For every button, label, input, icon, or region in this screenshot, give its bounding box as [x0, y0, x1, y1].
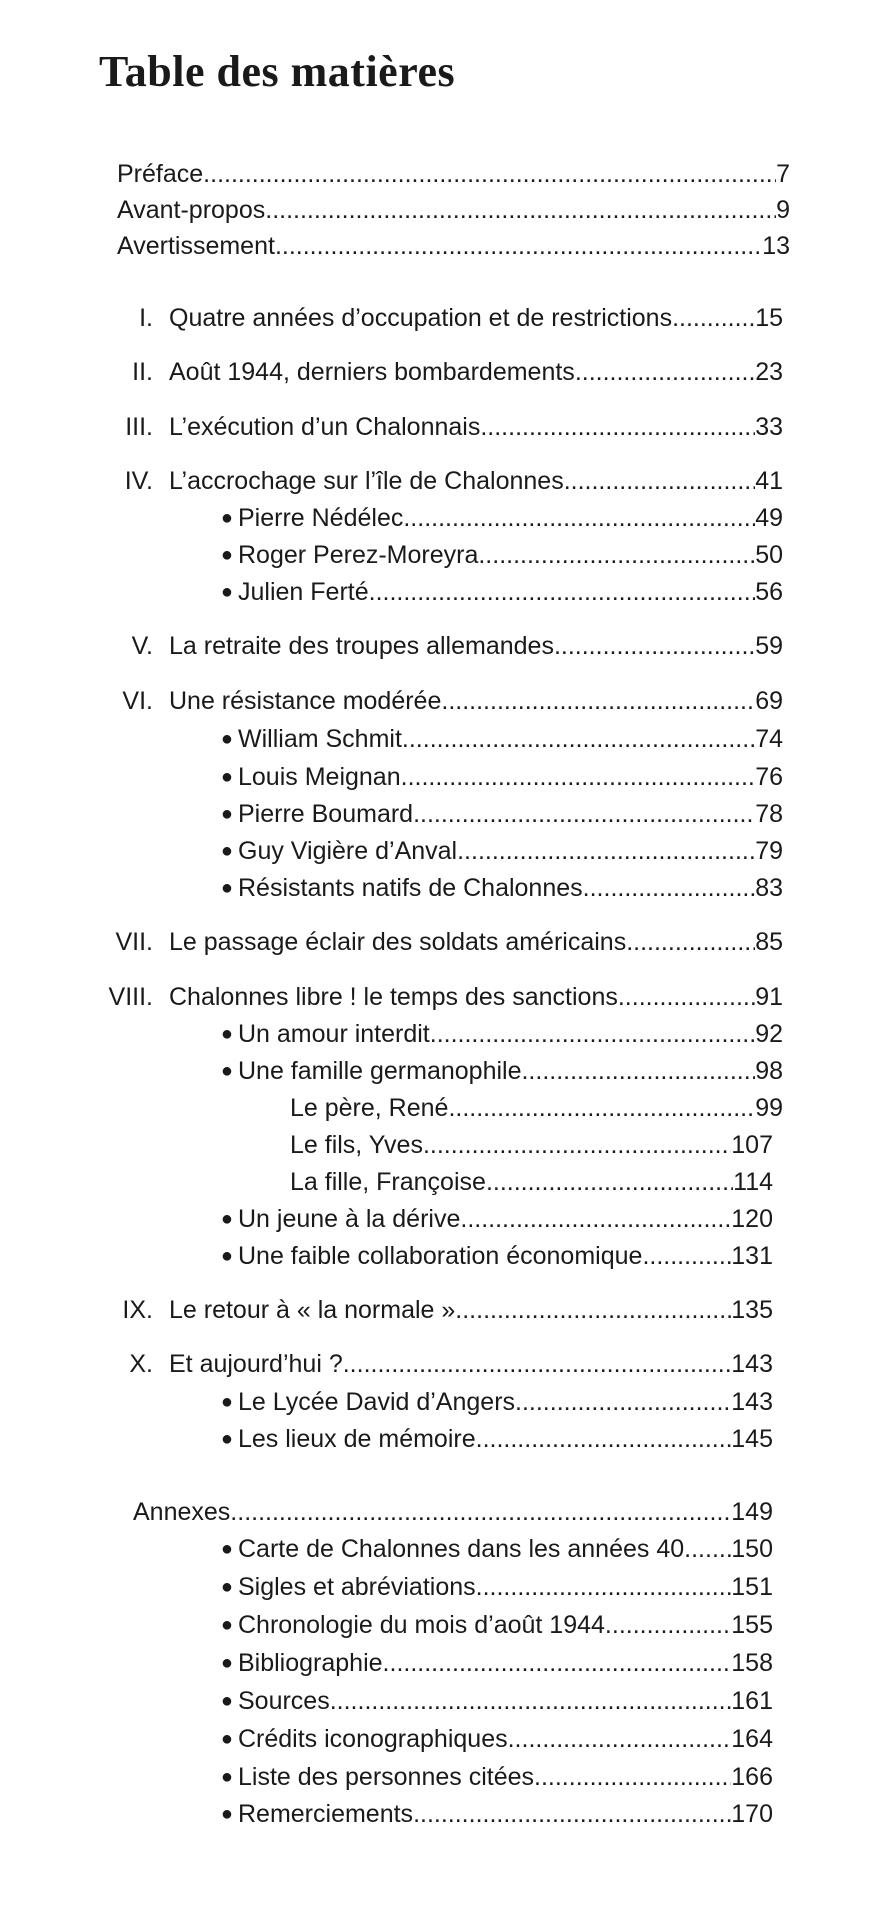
toc-chapter-7	[115, 925, 783, 959]
toc-chapter-3	[125, 410, 783, 444]
bullet-icon: ●	[220, 1538, 233, 1560]
page-number: 59	[755, 632, 783, 660]
bullet-icon: ●	[220, 1023, 233, 1045]
entry-label: Une faible collaboration économique	[238, 1242, 643, 1270]
page-number: 83	[755, 874, 783, 902]
bullet-icon: ●	[220, 544, 233, 566]
page-number: 74	[755, 725, 783, 753]
page-number: 50	[755, 541, 783, 569]
dot-leader	[476, 1570, 732, 1604]
toc-subentry	[220, 538, 783, 572]
bullet-icon: ●	[220, 840, 233, 862]
dot-leader	[583, 871, 756, 905]
page-number: 41	[755, 467, 783, 495]
page-number: 150	[731, 1535, 773, 1563]
dot-leader	[401, 760, 756, 794]
chapter-number: X.	[129, 1350, 153, 1378]
page-number: 120	[731, 1205, 773, 1233]
toc-chapter-8	[108, 980, 783, 1014]
entry-label: Le retour à « la normale »	[169, 1296, 456, 1324]
entry-label: Chronologie du mois d’août 1944	[238, 1611, 605, 1639]
toc-subentry	[220, 1722, 773, 1756]
entry-label: Un amour interdit	[238, 1020, 430, 1048]
dot-leader	[430, 1017, 755, 1051]
bullet-icon: ●	[220, 728, 233, 750]
dot-leader	[455, 1293, 731, 1327]
bullet-icon: ●	[220, 1576, 233, 1598]
toc-entry-annexes	[133, 1495, 773, 1529]
entry-label: Guy Vigière d’Anval	[238, 837, 458, 865]
dot-leader	[230, 1495, 731, 1529]
page-number: 85	[755, 928, 783, 956]
entry-label: Julien Ferté	[238, 578, 369, 606]
page-number: 161	[731, 1687, 773, 1715]
page-number: 131	[731, 1242, 773, 1270]
bullet-icon: ●	[220, 1208, 233, 1230]
page-number: 170	[731, 1800, 773, 1828]
dot-leader	[478, 538, 755, 572]
bullet-icon: ●	[220, 581, 233, 603]
toc-subentry	[220, 1239, 773, 1273]
toc-subentry	[220, 1684, 773, 1718]
entry-label: La retraite des troupes allemandes	[169, 632, 554, 660]
entry-label: Résistants natifs de Chalonnes	[238, 874, 583, 902]
bullet-icon: ●	[220, 1690, 233, 1712]
page-number: 155	[731, 1611, 773, 1639]
page-number: 143	[731, 1350, 773, 1378]
dot-leader	[480, 410, 755, 444]
chapter-number: IX.	[122, 1296, 153, 1324]
bullet-icon: ●	[220, 1614, 233, 1636]
toc-subentry	[220, 834, 783, 868]
bullet-icon: ●	[220, 803, 233, 825]
entry-label: Le fils, Yves	[290, 1131, 423, 1159]
entry-label: Sigles et abréviations	[238, 1573, 476, 1601]
chapter-number: V.	[131, 632, 153, 660]
dot-leader	[564, 464, 755, 498]
entry-label: L’exécution d’un Chalonnais	[169, 413, 481, 441]
entry-label: Annexes	[133, 1498, 231, 1526]
dot-leader	[413, 797, 755, 831]
entry-label: Carte de Chalonnes dans les années 40	[238, 1535, 685, 1563]
toc-subsubentry	[290, 1091, 783, 1125]
page-number: 15	[755, 304, 783, 332]
dot-leader	[343, 1347, 732, 1381]
dot-leader	[203, 157, 776, 191]
entry-label: Une résistance modérée	[169, 687, 442, 715]
page-number: 114	[733, 1168, 773, 1196]
entry-label: Remerciements	[238, 1800, 414, 1828]
dot-leader	[369, 575, 756, 609]
entry-label: Pierre Boumard	[238, 800, 414, 828]
entry-label: L’accrochage sur l’île de Chalonnes	[169, 467, 564, 495]
dot-leader	[441, 684, 755, 718]
dot-leader	[486, 1165, 733, 1199]
toc-chapter-1	[139, 301, 783, 335]
entry-label: Le passage éclair des soldats américains	[169, 928, 627, 956]
toc-chapter-6	[122, 684, 783, 718]
toc-subentry	[220, 1646, 773, 1680]
entry-label: Quatre années d’occupation et de restrictions	[169, 304, 673, 332]
entry-label: Les lieux de mémoire	[238, 1425, 476, 1453]
dot-leader	[575, 355, 755, 389]
page-number: 69	[755, 687, 783, 715]
dot-leader	[413, 1797, 731, 1831]
toc-subentry	[220, 1570, 773, 1604]
entry-label: Préface	[117, 160, 204, 188]
toc-subentry	[220, 797, 783, 831]
page-number: 23	[755, 358, 783, 386]
entry-label: Crédits iconographiques	[238, 1725, 508, 1753]
dot-leader	[383, 1646, 732, 1680]
toc-subentry	[220, 760, 783, 794]
toc-subentry	[220, 1608, 773, 1642]
chapter-number: III.	[125, 413, 153, 441]
dot-leader	[684, 1532, 731, 1566]
toc-subentry	[220, 1797, 773, 1831]
bullet-icon: ●	[220, 766, 233, 788]
toc-subentry	[220, 1422, 773, 1456]
bullet-icon: ●	[220, 1391, 233, 1413]
toc-chapter-2	[132, 355, 783, 389]
page-number: 151	[731, 1573, 773, 1601]
dot-leader	[554, 629, 755, 663]
bullet-icon: ●	[220, 1245, 233, 1267]
dot-leader	[476, 1422, 732, 1456]
chapter-number: II.	[132, 358, 153, 386]
entry-label: Bibliographie	[238, 1649, 383, 1677]
page-number: 49	[755, 504, 783, 532]
toc-chapter-5	[131, 629, 783, 663]
bullet-icon: ●	[220, 877, 233, 899]
dot-leader	[642, 1239, 731, 1273]
dot-leader	[403, 501, 755, 535]
page-number: 166	[731, 1763, 773, 1791]
entry-label: La fille, Françoise	[290, 1168, 486, 1196]
entry-label: Avertissement	[117, 232, 275, 260]
page-number: 149	[731, 1498, 773, 1526]
chapter-number: VII.	[115, 928, 153, 956]
toc-subentry	[220, 575, 783, 609]
entry-label: Pierre Nédélec	[238, 504, 404, 532]
toc-subsubentry	[290, 1128, 773, 1162]
bullet-icon: ●	[220, 1803, 233, 1825]
entry-label: Août 1944, derniers bombardements	[169, 358, 575, 386]
dot-leader	[672, 301, 755, 335]
toc-subentry	[220, 501, 783, 535]
toc-chapter-9	[122, 1293, 773, 1327]
dot-leader	[618, 980, 755, 1014]
entry-label: Le père, René	[290, 1094, 449, 1122]
dot-leader	[423, 1128, 731, 1162]
page-number: 7	[776, 160, 790, 188]
page-number: 99	[755, 1094, 783, 1122]
toc-chapter-10	[129, 1347, 773, 1381]
dot-leader	[534, 1760, 731, 1794]
entry-label: Et aujourd’hui ?	[169, 1350, 343, 1378]
toc-subentry	[220, 1017, 783, 1051]
dot-leader	[448, 1091, 755, 1125]
entry-label: Louis Meignan	[238, 763, 401, 791]
entry-label: Le Lycée David d’Angers	[238, 1388, 516, 1416]
page-number: 9	[776, 196, 790, 224]
dot-leader	[626, 925, 755, 959]
chapter-number: IV.	[124, 467, 153, 495]
dot-leader	[330, 1684, 732, 1718]
page-number: 92	[755, 1020, 783, 1048]
page-number: 79	[755, 837, 783, 865]
entry-label: Un jeune à la dérive	[238, 1205, 461, 1233]
entry-label: Chalonnes libre ! le temps des sanctions	[169, 983, 618, 1011]
page-number: 91	[755, 983, 783, 1011]
toc-entry-preface	[117, 157, 790, 191]
page-number: 135	[731, 1296, 773, 1324]
bullet-icon: ●	[220, 1728, 233, 1750]
page-title: Table des matières	[99, 47, 456, 96]
dot-leader	[460, 1202, 731, 1236]
toc-subentry	[220, 1054, 783, 1088]
page-number: 145	[731, 1425, 773, 1453]
toc-subentry	[220, 1202, 773, 1236]
entry-label: Liste des personnes citées	[238, 1763, 535, 1791]
entry-label: Une famille germanophile	[238, 1057, 522, 1085]
toc-subentry	[220, 871, 783, 905]
page-number: 78	[755, 800, 783, 828]
page-number: 143	[731, 1388, 773, 1416]
toc-chapter-4	[124, 464, 783, 498]
page-number: 76	[755, 763, 783, 791]
toc-subsubentry	[290, 1165, 773, 1199]
bullet-icon: ●	[220, 1060, 233, 1082]
entry-label: Roger Perez-Moreyra	[238, 541, 479, 569]
chapter-number: VIII.	[108, 983, 153, 1011]
dot-leader	[605, 1608, 731, 1642]
dot-leader	[275, 229, 762, 263]
toc-subentry	[220, 1760, 773, 1794]
toc-entry-avant-propos	[117, 193, 790, 227]
toc-entry-avertissement	[117, 229, 790, 263]
dot-leader	[521, 1054, 755, 1088]
page-number: 107	[731, 1131, 773, 1159]
page-number: 56	[755, 578, 783, 606]
dot-leader	[457, 834, 755, 868]
toc-subentry	[220, 1532, 773, 1566]
bullet-icon: ●	[220, 1652, 233, 1674]
page-number: 98	[755, 1057, 783, 1085]
dot-leader	[402, 722, 755, 756]
toc-subentry	[220, 722, 783, 756]
chapter-number: VI.	[122, 687, 153, 715]
page-number: 13	[762, 232, 790, 260]
page-number: 164	[731, 1725, 773, 1753]
toc-subentry	[220, 1385, 773, 1419]
chapter-number: I.	[139, 304, 153, 332]
dot-leader	[508, 1722, 732, 1756]
dot-leader	[265, 193, 776, 227]
page-number: 33	[755, 413, 783, 441]
bullet-icon: ●	[220, 507, 233, 529]
entry-label: Avant-propos	[117, 196, 266, 224]
dot-leader	[515, 1385, 731, 1419]
bullet-icon: ●	[220, 1428, 233, 1450]
page-number: 158	[731, 1649, 773, 1677]
bullet-icon: ●	[220, 1766, 233, 1788]
entry-label: Sources	[238, 1687, 330, 1715]
entry-label: William Schmit	[238, 725, 402, 753]
